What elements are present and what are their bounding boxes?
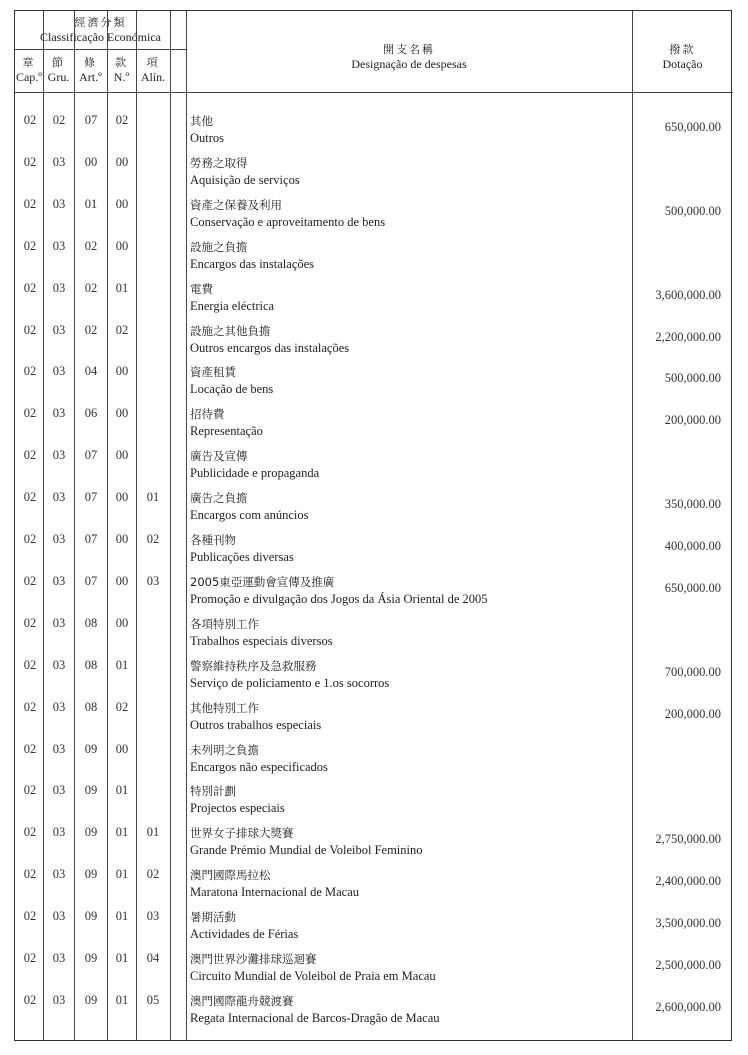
cell-amount: 650,000.00 <box>664 580 721 595</box>
cell-num: 00 <box>115 448 129 463</box>
column-header-zh: 節 <box>52 56 65 69</box>
designation-header-zh: 開支名稱 <box>383 43 435 56</box>
cell-designation-pt: Regata Internacional de Barcos-Dragão de Macau <box>190 1010 440 1025</box>
cell-designation-pt: Serviço de policiamento e 1.os socorros <box>190 675 390 690</box>
column-header-zh: 條 <box>84 56 97 69</box>
table-row <box>15 614 733 656</box>
cell-num: 00 <box>115 196 129 211</box>
cell-num: 01 <box>115 909 129 924</box>
cell-art: 09 <box>84 909 98 924</box>
table-row <box>15 865 733 907</box>
cell-num: 01 <box>115 992 129 1007</box>
cell-designation-pt: Representação <box>190 424 263 439</box>
table-row <box>15 781 733 823</box>
table-row <box>15 572 733 614</box>
cell-designation-zh: 資產租賃 <box>190 365 236 380</box>
cell-designation-pt: Energia eléctrica <box>190 298 275 313</box>
column-header-pt: Cap.º <box>15 70 43 84</box>
cell-art: 08 <box>84 657 98 672</box>
cell-gru: 03 <box>52 783 66 798</box>
cell-cap: 02 <box>23 532 37 546</box>
cell-cap: 02 <box>23 783 37 798</box>
cell-gru: 02 <box>52 113 66 127</box>
cell-num: 00 <box>115 490 129 505</box>
cell-gru: 03 <box>52 532 66 546</box>
table-row <box>15 279 733 321</box>
cell-gru: 03 <box>52 154 66 169</box>
cell-amount: 2,500,000.00 <box>655 958 721 972</box>
cell-gru: 03 <box>52 448 66 463</box>
classification-header-pt: Classificação Económica <box>40 30 161 44</box>
cell-designation-pt: Outros trabalhos especiais <box>190 717 322 732</box>
cell-designation-zh: 廣告之負擔 <box>190 491 248 506</box>
cell-art: 07 <box>84 573 98 588</box>
cell-designation-zh: 勞務之取得 <box>190 155 248 170</box>
cell-designation-pt: Publicidade e propaganda <box>190 466 320 481</box>
cell-designation-zh: 未列明之負擔 <box>190 742 259 757</box>
cell-alin: 02 <box>146 867 160 882</box>
cell-cap: 02 <box>23 992 37 1007</box>
cell-designation-pt: Aquisição de serviços <box>190 172 300 187</box>
amount-header <box>632 42 733 72</box>
budget-table <box>14 10 732 1041</box>
cell-amount: 400,000.00 <box>664 539 721 553</box>
cell-art: 09 <box>84 783 98 798</box>
cell-designation-zh: 世界女子排球大獎賽 <box>190 826 294 841</box>
table-row <box>15 823 733 865</box>
cell-cap: 02 <box>23 448 37 463</box>
table-row <box>15 530 733 572</box>
cell-num: 00 <box>115 406 129 421</box>
cell-num: 01 <box>115 825 129 840</box>
cell-num: 01 <box>115 867 129 882</box>
classification-header-zh: 經濟分類 <box>74 16 127 29</box>
header-divider <box>15 49 186 50</box>
table-row <box>15 698 733 740</box>
cell-num: 00 <box>115 741 129 756</box>
cell-art: 08 <box>84 699 98 714</box>
cell-designation-zh: 警察維持秩序及急救服務 <box>190 658 317 673</box>
cell-num: 00 <box>115 238 129 253</box>
cell-gru: 03 <box>52 951 66 965</box>
cell-alin: 01 <box>146 825 160 840</box>
designation-header <box>186 42 632 72</box>
cell-designation-zh: 電費 <box>190 281 213 296</box>
cell-art: 09 <box>84 825 98 840</box>
cell-designation-pt: Projectos especiais <box>190 801 285 816</box>
cell-cap: 02 <box>23 909 37 924</box>
table-row <box>15 153 733 195</box>
cell-designation-zh: 廣告及宣傳 <box>190 449 248 464</box>
cell-art: 07 <box>84 113 98 127</box>
cell-designation-zh: 2005東亞運動會宣傳及推廣 <box>190 574 335 589</box>
table-row <box>15 991 733 1033</box>
cell-cap: 02 <box>23 657 37 672</box>
column-header-pt: N.º <box>113 70 130 84</box>
cell-cap: 02 <box>23 154 37 169</box>
cell-designation-zh: 資產之保養及利用 <box>190 197 282 212</box>
column-header-gru <box>43 55 74 85</box>
cell-num: 00 <box>115 364 129 379</box>
cell-designation-pt: Outros <box>190 131 225 145</box>
cell-cap: 02 <box>23 951 37 965</box>
cell-designation-pt: Circuito Mundial de Voleibol de Praia em Macau <box>190 969 436 983</box>
cell-amount: 700,000.00 <box>664 664 721 679</box>
cell-designation-pt: Grande Prémio Mundial de Voleibol Feminino <box>190 843 423 858</box>
cell-num: 00 <box>115 615 129 630</box>
cell-amount: 200,000.00 <box>664 706 721 721</box>
cell-art: 02 <box>84 238 98 253</box>
cell-art: 07 <box>84 532 98 546</box>
cell-amount: 500,000.00 <box>664 203 721 218</box>
cell-art: 09 <box>84 992 98 1007</box>
cell-amount: 2,400,000.00 <box>655 874 721 889</box>
cell-gru: 03 <box>52 992 66 1007</box>
cell-amount: 650,000.00 <box>664 120 721 134</box>
cell-designation-pt: Locação de bens <box>190 382 274 397</box>
cell-cap: 02 <box>23 867 37 882</box>
cell-designation-zh: 其他 <box>190 114 213 128</box>
cell-gru: 03 <box>52 699 66 714</box>
cell-amount: 2,200,000.00 <box>655 329 721 344</box>
cell-cap: 02 <box>23 825 37 840</box>
table-row <box>15 362 733 404</box>
cell-art: 06 <box>84 406 98 421</box>
table-row <box>15 321 733 363</box>
cell-num: 01 <box>115 280 129 295</box>
cell-alin: 02 <box>146 532 160 546</box>
cell-amount: 350,000.00 <box>664 497 721 512</box>
cell-gru: 03 <box>52 280 66 295</box>
cell-num: 01 <box>115 657 129 672</box>
cell-gru: 03 <box>52 238 66 253</box>
cell-designation-zh: 設施之其他負擔 <box>190 323 271 338</box>
cell-cap: 02 <box>23 573 37 588</box>
table-row <box>15 488 733 530</box>
table-row <box>15 404 733 446</box>
cell-gru: 03 <box>52 657 66 672</box>
cell-gru: 03 <box>52 364 66 379</box>
cell-art: 09 <box>84 741 98 756</box>
cell-art: 08 <box>84 615 98 630</box>
cell-alin: 04 <box>146 951 160 965</box>
cell-num: 00 <box>115 573 129 588</box>
table-row <box>15 237 733 279</box>
cell-cap: 02 <box>23 490 37 505</box>
column-header-cap <box>15 55 43 85</box>
cell-num: 01 <box>115 951 129 965</box>
column-header-pt: Alín. <box>140 70 166 84</box>
cell-cap: 02 <box>23 280 37 295</box>
cell-cap: 02 <box>23 364 37 379</box>
table-row <box>15 195 733 237</box>
cell-gru: 03 <box>52 867 66 882</box>
cell-alin: 03 <box>146 909 160 924</box>
cell-alin: 01 <box>146 490 160 505</box>
cell-designation-zh: 澳門國際龍舟競渡賽 <box>190 993 294 1008</box>
cell-num: 00 <box>115 532 129 546</box>
cell-designation-pt: Outros encargos das instalações <box>190 340 350 355</box>
cell-gru: 03 <box>52 825 66 840</box>
cell-designation-pt: Publicações diversas <box>190 550 294 564</box>
cell-designation-zh: 設施之負擔 <box>190 239 248 254</box>
cell-art: 00 <box>84 154 98 169</box>
cell-gru: 03 <box>52 406 66 421</box>
column-header-zh: 款 <box>115 56 128 69</box>
designation-header-pt: Designação de despesas <box>351 57 467 71</box>
cell-gru: 03 <box>52 573 66 588</box>
amount-header-zh: 撥款 <box>669 43 696 56</box>
cell-designation-pt: Maratona Internacional de Macau <box>190 885 360 900</box>
cell-art: 02 <box>84 280 98 295</box>
cell-amount: 2,750,000.00 <box>655 832 721 847</box>
cell-num: 02 <box>115 113 129 127</box>
table-row <box>15 656 733 698</box>
cell-alin: 05 <box>146 992 160 1007</box>
cell-cap: 02 <box>23 238 37 253</box>
column-header-num <box>107 55 136 85</box>
classification-header <box>15 15 186 45</box>
cell-gru: 03 <box>52 196 66 211</box>
cell-cap: 02 <box>23 615 37 630</box>
cell-gru: 03 <box>52 490 66 505</box>
cell-cap: 02 <box>23 406 37 421</box>
cell-designation-zh: 澳門世界沙灘排球巡迴賽 <box>190 952 317 966</box>
cell-gru: 03 <box>52 615 66 630</box>
cell-designation-zh: 暑期活動 <box>190 910 236 925</box>
cell-designation-zh: 澳門國際馬拉松 <box>190 868 271 883</box>
cell-gru: 03 <box>52 909 66 924</box>
cell-designation-pt: Conservação e aproveitamento de bens <box>190 214 386 229</box>
cell-cap: 02 <box>23 322 37 337</box>
column-header-zh: 項 <box>146 56 160 69</box>
cell-designation-zh: 各項特別工作 <box>190 616 259 631</box>
cell-cap: 02 <box>23 699 37 714</box>
cell-designation-zh: 其他特別工作 <box>190 700 259 715</box>
cell-num: 02 <box>115 322 129 337</box>
table-row <box>15 740 733 782</box>
cell-amount: 500,000.00 <box>664 371 721 386</box>
cell-designation-pt: Actividades de Férias <box>190 927 299 942</box>
cell-gru: 03 <box>52 741 66 756</box>
cell-designation-pt: Promoção e divulgação dos Jogos da Ásia Oriental de 2005 <box>190 591 488 606</box>
cell-alin: 03 <box>146 573 160 588</box>
cell-designation-zh: 特別計劃 <box>190 784 236 799</box>
cell-amount: 3,600,000.00 <box>655 287 721 302</box>
cell-amount: 200,000.00 <box>664 413 721 428</box>
table-row <box>15 949 733 991</box>
cell-amount: 2,600,000.00 <box>655 999 721 1014</box>
column-header-pt: Gru. <box>47 70 70 84</box>
amount-header-pt: Dotação <box>662 57 703 71</box>
column-header-art <box>74 55 107 85</box>
cell-amount: 3,500,000.00 <box>655 916 721 931</box>
table-row <box>15 907 733 949</box>
cell-designation-zh: 招待費 <box>190 407 225 422</box>
cell-art: 04 <box>84 364 98 379</box>
cell-cap: 02 <box>23 196 37 211</box>
cell-art: 09 <box>84 951 98 965</box>
table-row <box>15 446 733 488</box>
column-header-alin <box>136 55 170 85</box>
cell-designation-pt: Encargos das instalações <box>190 256 315 271</box>
cell-art: 09 <box>84 867 98 882</box>
cell-num: 01 <box>115 783 129 798</box>
cell-cap: 02 <box>23 741 37 756</box>
cell-art: 02 <box>84 322 98 337</box>
table-row <box>15 111 733 153</box>
cell-art: 07 <box>84 490 98 505</box>
cell-num: 02 <box>115 699 129 714</box>
column-header-pt: Art.º <box>79 70 102 84</box>
header-bottom-rule <box>15 92 733 93</box>
cell-designation-zh: 各種刊物 <box>190 533 236 547</box>
cell-designation-pt: Encargos com anúncios <box>190 508 309 523</box>
cell-num: 00 <box>115 154 129 169</box>
cell-designation-pt: Trabalhos especiais diversos <box>190 633 333 648</box>
column-header-zh: 章 <box>22 56 36 69</box>
cell-cap: 02 <box>23 113 37 127</box>
cell-art: 01 <box>84 196 98 211</box>
cell-gru: 03 <box>52 322 66 337</box>
cell-designation-pt: Encargos não especificados <box>190 759 328 774</box>
cell-art: 07 <box>84 448 98 463</box>
